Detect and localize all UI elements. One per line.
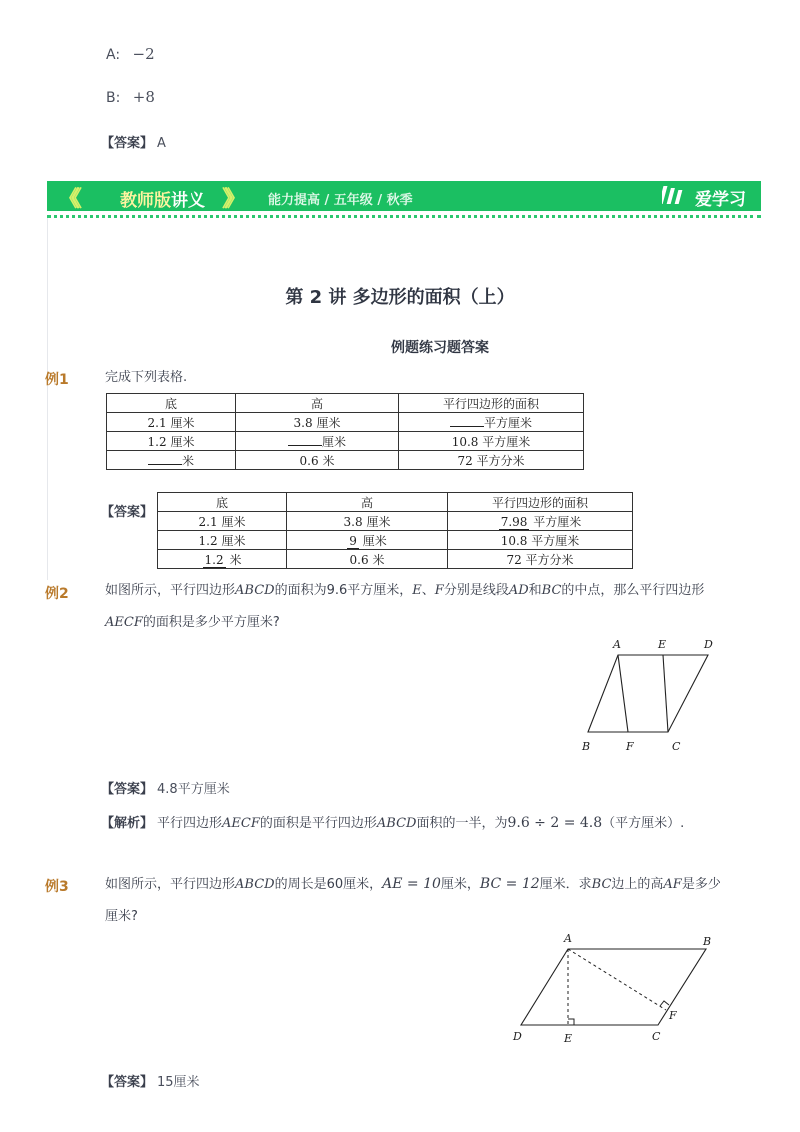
q-text: 厘米．求 <box>539 877 592 892</box>
answer-tag: 【答案】 <box>101 782 154 797</box>
q-math: AE = 10 <box>382 876 441 892</box>
banner-title-b: 讲义 <box>171 191 205 211</box>
banner-title <box>120 186 205 211</box>
section-subtitle: 例题练习题答案 <box>391 340 489 356</box>
table-cell: 3.8 厘米 <box>287 512 448 531</box>
option-b-letter: B: <box>106 90 121 106</box>
option-b-value: +8 <box>132 88 155 106</box>
q-text: 的周长是60厘米， <box>274 877 383 892</box>
example-1-table <box>106 393 584 470</box>
q-text: 的中点，那么平行四边形 <box>561 583 705 598</box>
table-cell: 3.8 厘米 <box>236 413 399 432</box>
table-row <box>107 413 584 432</box>
exp-var: ABCD <box>376 816 417 831</box>
table-cell: 1.2 厘米 <box>158 531 287 550</box>
table-row <box>107 432 584 451</box>
label-F: F <box>669 1009 677 1022</box>
blank-line <box>288 445 322 446</box>
label-D: D <box>704 638 713 651</box>
header-cell: 高 <box>236 394 399 413</box>
breadcrumb: 能力提高 / 五年级 / 秋季 <box>268 193 413 208</box>
table-cell: 72 平方分米 <box>399 451 584 470</box>
q-text: 和 <box>528 583 542 598</box>
filled-blank: 1.2 <box>204 552 224 567</box>
table-cell: 0.6 米 <box>236 451 399 470</box>
table-row <box>158 512 633 531</box>
chevron-left-icon: 《《 <box>58 187 74 212</box>
exp-text: 的面积是平行四边形 <box>259 816 377 831</box>
label-A: A <box>613 638 621 651</box>
exp-var: AECF <box>222 816 260 831</box>
answer-value: 15厘米 <box>157 1075 200 1090</box>
example-2-answer <box>101 778 230 797</box>
banner-title-a: 教师版 <box>120 191 171 211</box>
brand-logo-icon <box>662 184 692 206</box>
cell-text: 厘米 <box>358 533 387 548</box>
q-text: 厘米， <box>440 877 480 892</box>
table-cell: 1.2 厘米 <box>107 432 236 451</box>
prev-answer <box>101 132 166 151</box>
table-row <box>107 451 584 470</box>
page-margin-line <box>47 218 48 580</box>
table-header-row <box>158 493 633 512</box>
q-text: 是多少厘米? <box>105 877 721 924</box>
q-var: AF <box>663 877 682 892</box>
filled-blank: 7.98 <box>500 514 528 529</box>
example-1-answer-tag: 【答案】 <box>101 505 154 520</box>
example-2-explanation <box>157 805 727 842</box>
option-a-letter: A: <box>106 47 121 63</box>
example-1-label: 例1 <box>45 372 69 388</box>
q-var: F <box>434 583 444 598</box>
header-cell: 高 <box>287 493 448 512</box>
option-b <box>106 88 155 106</box>
lecture-title: 第 2 讲 多边形的面积（上） <box>285 287 515 308</box>
table-cell: 10.8 平方厘米 <box>399 432 584 451</box>
exp-text: （平方厘米）. <box>602 816 685 831</box>
cell-text: 米 <box>225 552 242 567</box>
option-a <box>106 45 155 63</box>
header-cell: 平行四边形的面积 <box>448 493 633 512</box>
q-var: ABCD <box>235 583 275 598</box>
explanation-tag: 【解析】 <box>101 816 154 831</box>
table-cell: 0.6 米 <box>287 550 448 569</box>
label-E: E <box>564 1032 573 1045</box>
cell-text: 米 <box>181 453 194 468</box>
blank-line <box>450 426 484 427</box>
q-text: 边上的高 <box>611 877 664 892</box>
table-cell <box>399 413 584 432</box>
example-3-question <box>105 868 725 933</box>
exp-text: 平行四边形 <box>157 816 223 831</box>
table-cell <box>236 432 399 451</box>
table-row <box>158 531 633 550</box>
answer-tag: 【答案】 <box>101 1075 154 1090</box>
exp-text: 面积的一半，为 <box>416 816 508 831</box>
table-cell <box>287 531 448 550</box>
header-cell: 底 <box>158 493 287 512</box>
q-text: 如图所示，平行四边形 <box>105 583 236 598</box>
label-A: A <box>564 932 572 945</box>
q-text: 如图所示，平行四边形 <box>105 877 236 892</box>
label-B: B <box>703 935 712 948</box>
label-C: C <box>672 740 681 753</box>
label-E: E <box>658 638 667 651</box>
brand-name: 爱学习 <box>695 190 746 210</box>
answer-tag: 【答案】 <box>101 136 154 151</box>
cell-text: 厘米 <box>321 434 346 449</box>
q-text: 、 <box>421 583 435 598</box>
cell-text: 平方厘米 <box>483 415 532 430</box>
header-cell: 平行四边形的面积 <box>399 394 584 413</box>
chevron-right-icon: 》》 <box>222 187 238 212</box>
q-var: ABCD <box>235 877 275 892</box>
q-var: BC <box>541 583 562 598</box>
label-B: B <box>582 740 591 753</box>
table-row <box>158 550 633 569</box>
q-math: BC = 12 <box>479 876 540 892</box>
example-2-label: 例2 <box>45 586 69 602</box>
example-1-question: 完成下列表格. <box>105 370 188 385</box>
table-cell <box>448 512 633 531</box>
example-3-answer <box>101 1071 200 1090</box>
blank-line <box>148 464 182 465</box>
example-2-figure <box>578 630 718 758</box>
label-D: D <box>513 1030 522 1043</box>
label-F: F <box>626 740 634 753</box>
q-text: 分别是线段 <box>443 583 509 598</box>
table-cell: 10.8 平方厘米 <box>448 531 633 550</box>
table-cell: 2.1 厘米 <box>107 413 236 432</box>
table-header-row <box>107 394 584 413</box>
answer-value: A <box>157 136 166 151</box>
filled-blank: 9 <box>349 533 357 548</box>
example-3-label: 例3 <box>45 879 69 895</box>
q-var: BC <box>591 877 612 892</box>
q-var: AECF <box>105 615 143 630</box>
q-text: 的面积是多少平方厘米? <box>142 615 280 630</box>
example-1-answer-table <box>157 492 633 569</box>
exp-math: 9.6 ÷ 2 = 4.8 <box>507 815 603 831</box>
example-3-figure <box>508 928 720 1048</box>
answer-value: 4.8平方厘米 <box>157 782 230 797</box>
header-cell: 底 <box>107 394 236 413</box>
option-a-value: −2 <box>132 45 155 63</box>
table-cell: 2.1 厘米 <box>158 512 287 531</box>
banner-divider <box>47 215 761 218</box>
q-var: AD <box>508 583 529 598</box>
q-text: 的面积为9.6平方厘米， <box>274 583 413 598</box>
table-cell <box>158 550 287 569</box>
cell-text: 平方厘米 <box>529 514 582 529</box>
q-var: E <box>412 583 422 598</box>
table-cell: 72 平方分米 <box>448 550 633 569</box>
table-cell <box>107 451 236 470</box>
label-C: C <box>652 1030 661 1043</box>
